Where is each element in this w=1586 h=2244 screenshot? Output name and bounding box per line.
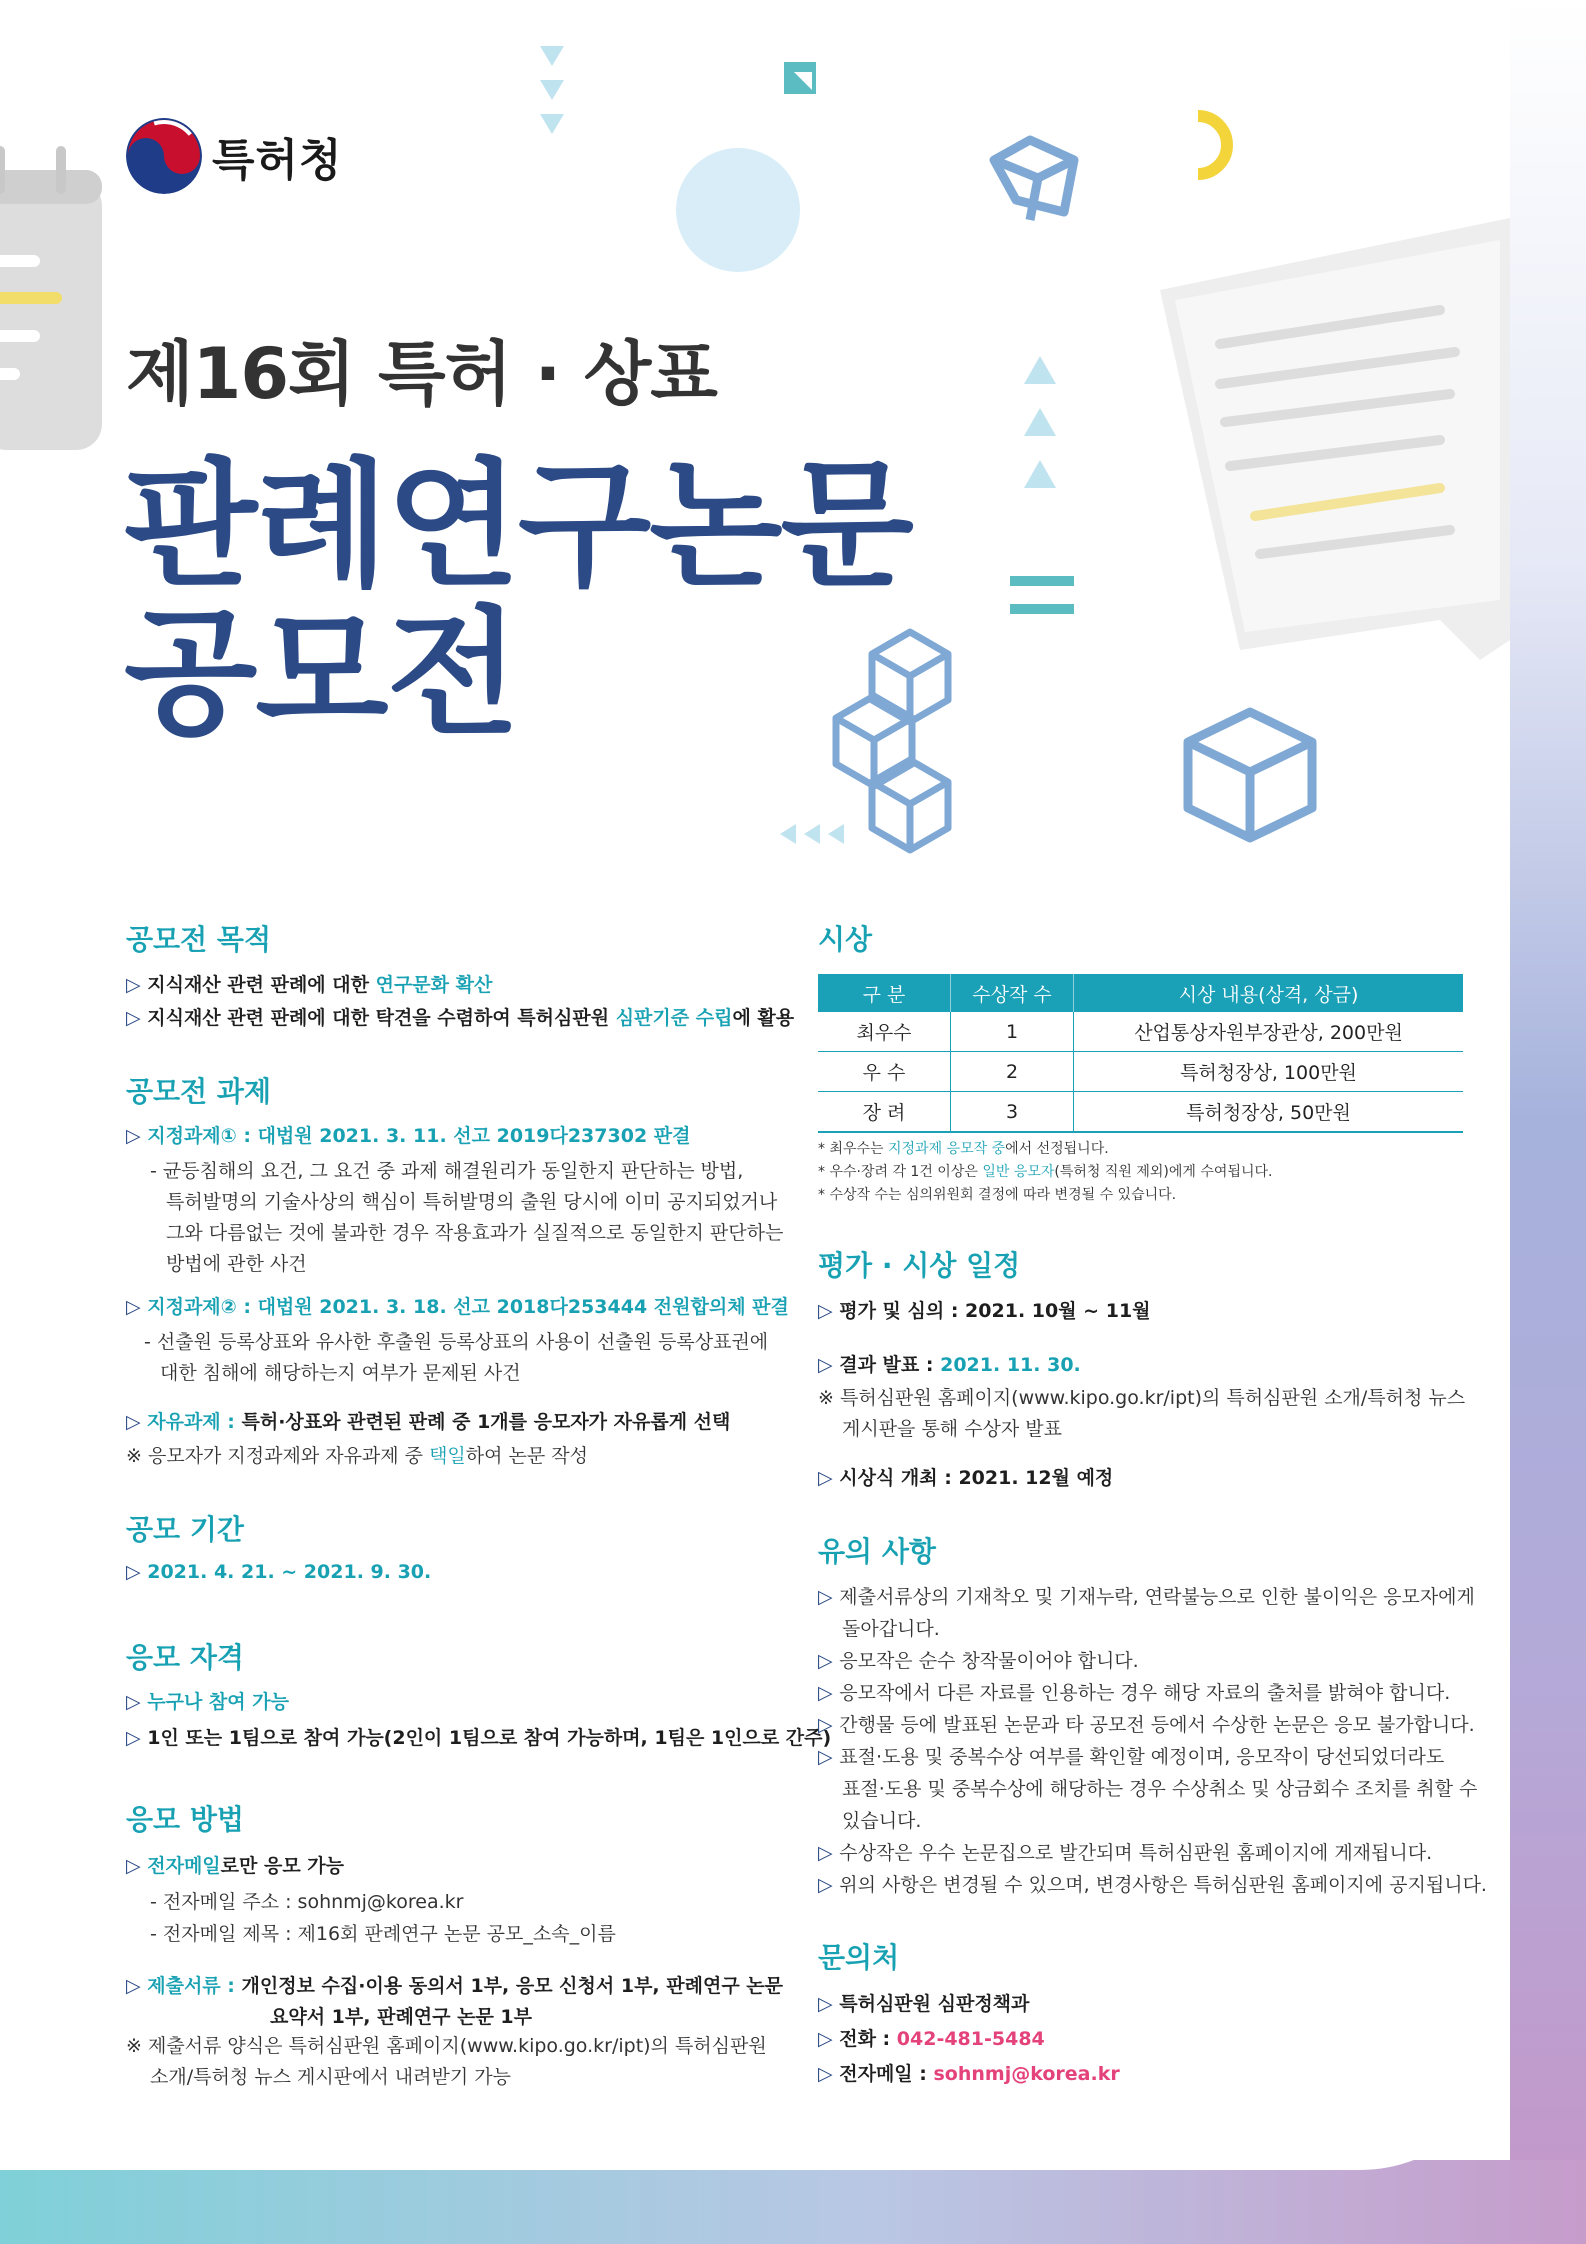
triangle-bullet-icon: ▷ xyxy=(126,1855,148,1877)
triangle-bullet-icon: ▷ xyxy=(126,1125,148,1147)
logo-name: 특허청 xyxy=(212,135,343,186)
triangle-bullet-icon: ▷ xyxy=(818,1842,840,1864)
triangle-bullet-icon: ▷ xyxy=(818,1467,840,1489)
title-line-1: 판례연구논문 xyxy=(124,445,912,606)
triangle-bullet-icon: ▷ xyxy=(818,1682,840,1704)
triangle-bullet-icon: ▷ xyxy=(126,1411,148,1433)
triangle-bullet-icon: ▷ xyxy=(818,2063,840,2085)
prize-notes xyxy=(818,1138,1272,1207)
triangle-bullet-icon: ▷ xyxy=(818,1874,840,1896)
list-item: ▷ 응모작에서 다른 자료를 인용하는 경우 해당 자료의 출처를 밝혀야 합니다. xyxy=(818,1682,1451,1704)
schedule-ceremony: ▷ 시상식 개최 : 2021. 12월 예정 xyxy=(818,1467,1114,1489)
table-cell: 우 수 xyxy=(818,1052,951,1092)
notepad-icon xyxy=(0,146,102,450)
purpose-item-2: ▷ 지식재산 관련 판례에 대한 탁견을 수렴하여 특허심판원 심판기준 수립에 활용 xyxy=(126,1007,795,1029)
prize-note-1: * 최우수는 지정과제 응모작 중에서 선정됩니다. xyxy=(818,1141,1109,1157)
schedule-result-note: ※ 특허심판원 홈페이지(www.kipo.go.kr/ipt)의 특허심판원 소개/특허청 뉴스 게시판을 통해 수상자 발표 xyxy=(818,1387,1466,1440)
notice-heading: 유의 사항 xyxy=(818,1535,936,1568)
method-heading: 응모 방법 xyxy=(126,1803,244,1836)
arc-icon xyxy=(1198,116,1227,174)
list-item: ▷ 응모작은 순수 창작물이어야 합니다. xyxy=(818,1650,1139,1672)
list-item: ▷ 제출서류상의 기재착오 및 기재누락, 연락불능으로 인한 불이익은 응모자에게 xyxy=(818,1586,1475,1608)
prize-note-2: * 우수·장려 각 1건 이상은 일반 응모자(특허청 직원 제외)에게 수여됩니다. xyxy=(818,1164,1273,1180)
method-documents: ▷ 제출서류 : 개인정보 수집·이용 동의서 1부, 응모 신청서 1부, 판례연구 논문 요약서 1부, 판례연구 논문 1부 xyxy=(126,1975,784,2028)
task-1-label: ▷ 지정과제① : 대법원 2021. 3. 11. 선고 2019다237302 판결 xyxy=(126,1125,691,1147)
method-email-subject: - 전자메일 제목 : 제16회 판례연구 논문 공모_소속_이름 xyxy=(150,1923,616,1945)
contact-phone: ▷ 전화 : 042-481-5484 xyxy=(818,2028,1045,2050)
triangle-bullet-icon: ▷ xyxy=(126,1975,148,1997)
title-line-2: 공모전 xyxy=(124,593,518,754)
purpose-heading: 공모전 목적 xyxy=(126,923,271,956)
large-cube-icon xyxy=(1188,712,1312,838)
tasks-heading: 공모전 과제 xyxy=(126,1075,271,1108)
table-cell: 특허청장상, 100만원 xyxy=(1074,1052,1464,1092)
list-item-continued: 돌아갑니다. xyxy=(842,1618,940,1640)
method-email-address: - 전자메일 주소 : sohnmj@korea.kr xyxy=(150,1891,464,1913)
triangle-left-icons xyxy=(780,824,844,844)
purpose-item-1: ▷ 지식재산 관련 판례에 대한 연구문화 확산 xyxy=(126,974,493,996)
contact-email: ▷ 전자메일 : sohnmj@korea.kr xyxy=(818,2063,1120,2085)
list-item-continued: 표절·도용 및 중복수상에 해당하는 경우 수상취소 및 상금회수 조치를 취할 수 xyxy=(842,1778,1478,1800)
table-header-cell: 시상 내용(상격, 상금) xyxy=(1074,974,1464,1012)
triangle-bullet-icon: ▷ xyxy=(818,1586,840,1608)
triangle-bullet-icon: ▷ xyxy=(126,1007,148,1029)
task-2-description: - 선출원 등록상표와 유사한 후출원 등록상표의 사용이 선출원 등록상표권에 대한 침해에 해당하는지 여부가 문제된 사건 xyxy=(144,1331,769,1384)
method-email-only: ▷ 전자메일로만 응모 가능 xyxy=(126,1855,345,1877)
period-dates: ▷ 2021. 4. 21. ~ 2021. 9. 30. xyxy=(126,1561,432,1583)
list-item: ▷ 표절·도용 및 중복수상 여부를 확인할 예정이며, 응모작이 당선되었더라도 xyxy=(818,1746,1445,1768)
list-item: ▷ 수상작은 우수 논문집으로 발간되며 특허심판원 홈페이지에 게재됩니다. xyxy=(818,1842,1433,1864)
triangle-down-icons xyxy=(540,46,564,134)
prize-heading: 시상 xyxy=(818,923,873,956)
triangle-up-icons xyxy=(1024,356,1056,488)
triangle-bullet-icon: ▷ xyxy=(126,974,148,996)
tasks-note: ※ 응모자가 지정과제와 자유과제 중 택일하여 논문 작성 xyxy=(126,1445,589,1467)
triangle-bullet-icon: ▷ xyxy=(126,1691,148,1713)
square-icon xyxy=(784,62,816,94)
period-heading: 공모 기간 xyxy=(126,1513,244,1546)
task-1-description: - 균등침해의 요건, 그 요건 중 과제 해결원리가 동일한지 판단하는 방법, 특허발명의 기술사상의 핵심이 특허발명의 출원 당시에 이미 공지되었거나 그와 다름없는 것에 불과한 경우 작용효과가 실질적으로 동일한지 판단하는 방법에 관한 사건 xyxy=(150,1160,784,1275)
triangle-bullet-icon: ▷ xyxy=(818,1993,840,2015)
page-subtitle: 제16회 특허 · 상표 xyxy=(126,333,717,415)
table-cell: 특허청장상, 50만원 xyxy=(1074,1092,1464,1133)
schedule-result: ▷ 결과 발표 : 2021. 11. 30. xyxy=(818,1354,1081,1376)
table-row xyxy=(818,1052,1463,1092)
triangle-bullet-icon: ▷ xyxy=(818,1300,840,1322)
triangle-bullet-icon: ▷ xyxy=(126,1727,148,1749)
triangle-bullet-icon: ▷ xyxy=(818,1354,840,1376)
prize-table xyxy=(818,974,1463,1133)
method-note: ※ 제출서류 양식은 특허심판원 홈페이지(www.kipo.go.kr/ipt)의 특허심판원 소개/특허청 뉴스 게시판에서 내려받기 가능 xyxy=(126,2035,767,2088)
cube-icon xyxy=(994,140,1074,220)
triangle-bullet-icon: ▷ xyxy=(818,1714,840,1736)
contact-heading: 문의처 xyxy=(818,1941,900,1974)
schedule-heading: 평가 · 시상 일정 xyxy=(818,1249,1021,1282)
page-title xyxy=(124,445,912,754)
table-cell: 최우수 xyxy=(818,1012,951,1052)
table-row xyxy=(818,1012,1463,1052)
list-item: ▷ 간행물 등에 발표된 논문과 타 공모전 등에서 수상한 논문은 응모 불가합니다. xyxy=(818,1714,1475,1736)
triangle-bullet-icon: ▷ xyxy=(126,1561,148,1583)
table-header-cell: 구 분 xyxy=(818,974,951,1012)
bottom-gradient-band xyxy=(0,2160,1586,2244)
notice-list xyxy=(818,1581,1487,1901)
table-header-row xyxy=(818,974,1463,1012)
free-task: ▷ 자유과제 : 특허·상표와 관련된 판례 중 1개를 응모자가 자유롭게 선택 xyxy=(126,1411,731,1433)
eligibility-heading: 응모 자격 xyxy=(126,1641,244,1674)
eligibility-item-1: ▷ 누구나 참여 가능 xyxy=(126,1691,289,1713)
list-item: ▷ 위의 사항은 변경될 수 있으며, 변경사항은 특허심판원 홈페이지에 공지됩니다. xyxy=(818,1874,1487,1896)
table-cell: 1 xyxy=(951,1012,1074,1052)
eligibility-item-2: ▷ 1인 또는 1팀으로 참여 가능(2인이 1팀으로 참여 가능하며, 1팀은 1인으로 간주) xyxy=(126,1727,832,1749)
triangle-bullet-icon: ▷ xyxy=(818,1746,840,1768)
logo xyxy=(126,118,343,194)
table-cell: 3 xyxy=(951,1092,1074,1133)
task-2-label: ▷ 지정과제② : 대법원 2021. 3. 18. 선고 2018다253444 전원합의체 판결 xyxy=(126,1296,789,1318)
document-icon xyxy=(1160,218,1510,660)
triangle-bullet-icon: ▷ xyxy=(818,1650,840,1672)
triangle-bullet-icon: ▷ xyxy=(818,2028,840,2050)
contact-org: ▷ 특허심판원 심판정책과 xyxy=(818,1993,1030,2015)
taegeuk-logo-icon xyxy=(126,118,202,194)
table-cell: 산업통상자원부장관상, 200만원 xyxy=(1074,1012,1464,1052)
table-cell: 2 xyxy=(951,1052,1074,1092)
table-cell: 장 려 xyxy=(818,1092,951,1133)
table-header-cell: 수상작 수 xyxy=(951,974,1074,1012)
table-row xyxy=(818,1092,1463,1133)
prize-note-3: * 수상작 수는 심의위원회 결정에 따라 변경될 수 있습니다. xyxy=(818,1187,1177,1203)
list-item-continued: 있습니다. xyxy=(842,1810,922,1832)
equal-sign-icon xyxy=(1010,576,1074,614)
circle-icon xyxy=(676,148,800,272)
triangle-bullet-icon: ▷ xyxy=(126,1296,148,1318)
schedule-review: ▷ 평가 및 심의 : 2021. 10월 ~ 11월 xyxy=(818,1300,1151,1322)
